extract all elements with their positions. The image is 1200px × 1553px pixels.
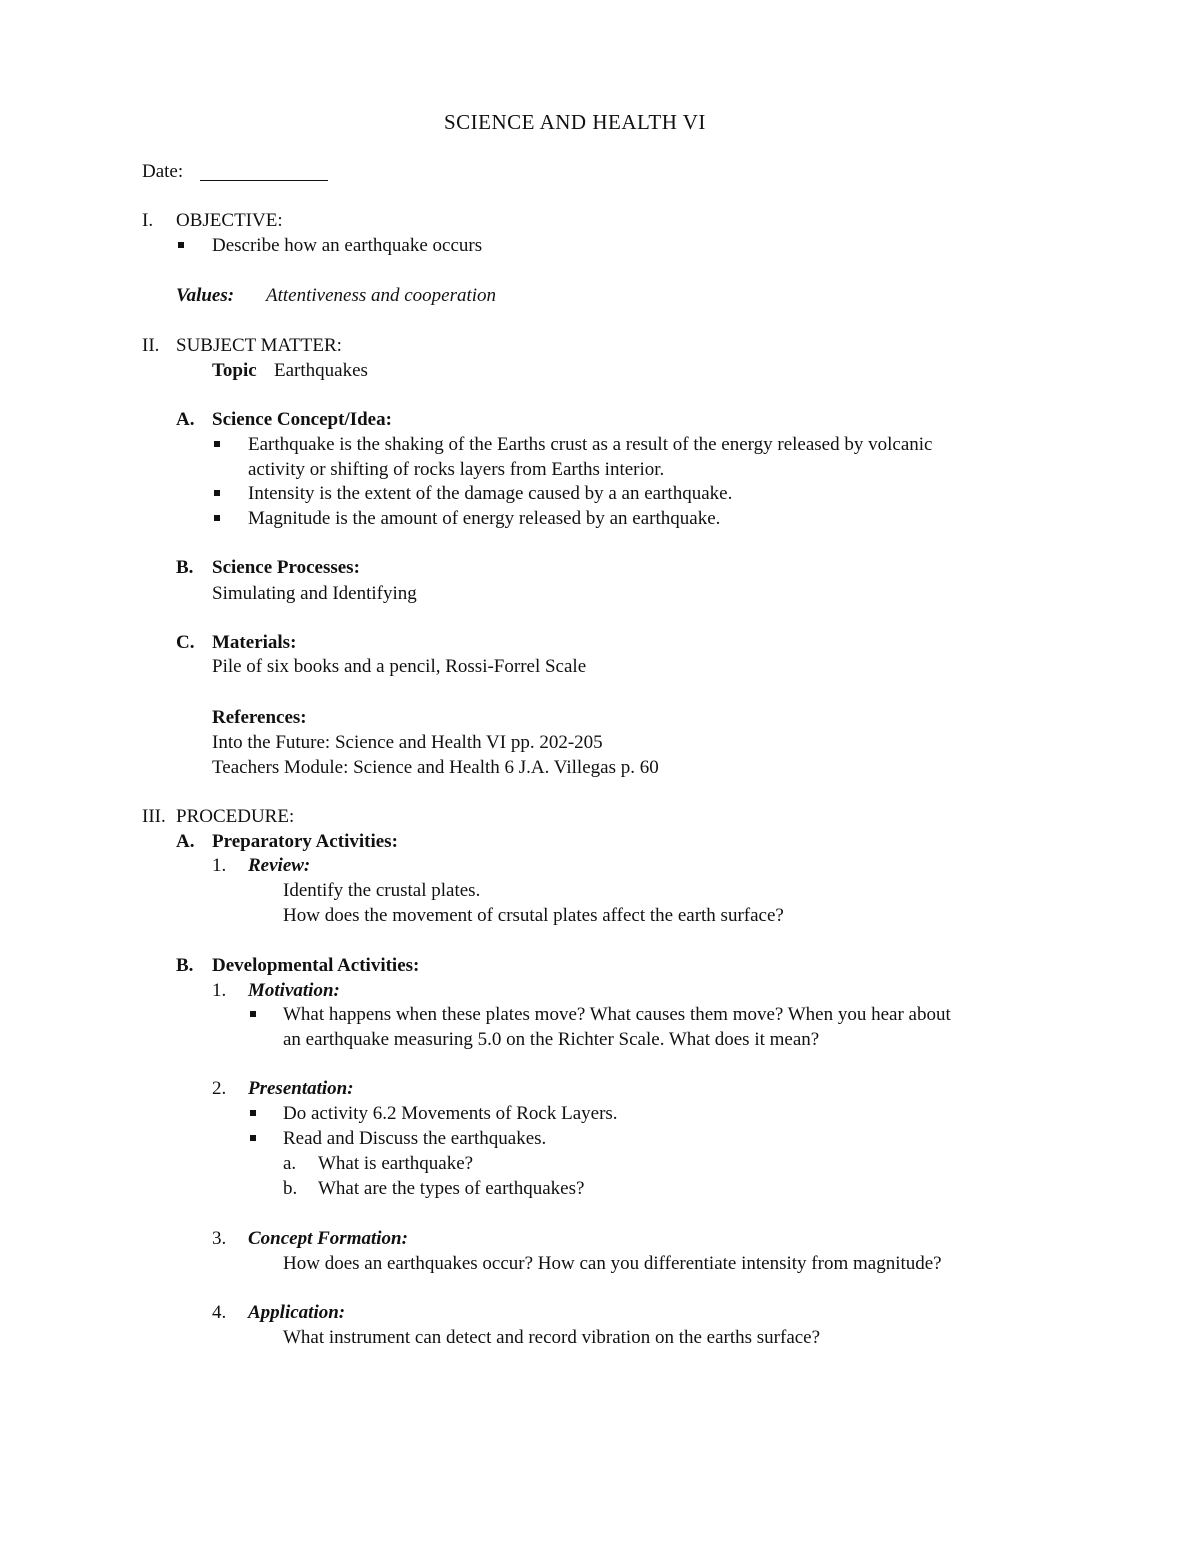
- concept-formation-label: Concept Formation:: [248, 1228, 408, 1249]
- concept-formation-number: 3.: [212, 1228, 227, 1249]
- application-text: What instrument can detect and record vibration on the earths surface?: [283, 1327, 821, 1348]
- bullet-icon: [214, 515, 220, 521]
- presentation-item: Do activity 6.2 Movements of Rock Layers.: [283, 1103, 618, 1124]
- review-number: 1.: [212, 855, 227, 876]
- section-heading-subject-matter: SUBJECT MATTER:: [176, 335, 342, 356]
- materials-text: Pile of six books and a pencil, Rossi-Forrel Scale: [212, 656, 587, 677]
- section-heading-objective: OBJECTIVE:: [176, 210, 283, 231]
- application-number: 4.: [212, 1302, 227, 1323]
- processes-heading: Science Processes:: [212, 557, 360, 578]
- topic-value: Earthquakes: [274, 360, 368, 381]
- date-label: Date:: [142, 161, 184, 182]
- values-text: Attentiveness and cooperation: [266, 285, 497, 306]
- document-title: SCIENCE AND HEALTH VI: [444, 110, 706, 134]
- review-label: Review:: [248, 855, 311, 876]
- bullet-icon: [214, 441, 220, 447]
- presentation-number: 2.: [212, 1078, 227, 1099]
- presentation-label: Presentation:: [248, 1078, 354, 1099]
- presentation-sub-letter: b.: [283, 1178, 298, 1199]
- presentation-item: Read and Discuss the earthquakes.: [283, 1128, 547, 1149]
- section-number-subject-matter: II.: [142, 335, 160, 356]
- motivation-line: an earthquake measuring 5.0 on the Richter Scale. What does it mean?: [283, 1029, 820, 1050]
- concept-item-continued: activity or shifting of rocks layers from Earths interior.: [248, 459, 665, 480]
- concept-heading: Science Concept/Idea:: [212, 409, 392, 430]
- bullet-icon: [250, 1135, 256, 1141]
- objective-item: Describe how an earthquake occurs: [212, 235, 483, 256]
- bullet-icon: [250, 1011, 256, 1017]
- developmental-letter: B.: [176, 955, 194, 976]
- motivation-number: 1.: [212, 980, 227, 1001]
- developmental-heading: Developmental Activities:: [212, 955, 420, 976]
- concept-item: Magnitude is the amount of energy released by an earthquake.: [248, 508, 721, 529]
- bullet-icon: [214, 490, 220, 496]
- date-blank-line: [200, 180, 328, 181]
- materials-letter: C.: [176, 632, 195, 653]
- motivation-label: Motivation:: [248, 980, 340, 1001]
- concept-formation-text: How does an earthquakes occur? How can you differentiate intensity from magnitude?: [283, 1253, 942, 1274]
- presentation-sub-item: What is earthquake?: [318, 1153, 474, 1174]
- values-label: Values:: [176, 285, 235, 306]
- materials-heading: Materials:: [212, 632, 297, 653]
- concept-item: Intensity is the extent of the damage caused by a an earthquake.: [248, 483, 733, 504]
- references-heading: References:: [212, 707, 307, 728]
- bullet-icon: [178, 242, 184, 248]
- processes-letter: B.: [176, 557, 194, 578]
- presentation-sub-item: What are the types of earthquakes?: [318, 1178, 585, 1199]
- review-line: How does the movement of crsutal plates affect the earth surface?: [283, 905, 784, 926]
- section-heading-procedure: PROCEDURE:: [176, 806, 295, 827]
- bullet-icon: [250, 1110, 256, 1116]
- reference-item: Teachers Module: Science and Health 6 J.A. Villegas p. 60: [212, 757, 659, 778]
- review-line: Identify the crustal plates.: [283, 880, 481, 901]
- section-number-procedure: III.: [142, 806, 166, 827]
- processes-text: Simulating and Identifying: [212, 583, 417, 604]
- concept-letter: A.: [176, 409, 195, 430]
- topic-label: Topic: [212, 360, 257, 381]
- motivation-line: What happens when these plates move? What causes them move? When you hear about: [283, 1004, 951, 1025]
- section-number-objective: I.: [142, 210, 154, 231]
- application-label: Application:: [248, 1302, 346, 1323]
- presentation-sub-letter: a.: [283, 1153, 297, 1174]
- reference-item: Into the Future: Science and Health VI pp. 202-205: [212, 732, 603, 753]
- concept-item: Earthquake is the shaking of the Earths crust as a result of the energy released by volcanic: [248, 434, 933, 455]
- preparatory-heading: Preparatory Activities:: [212, 831, 398, 852]
- preparatory-letter: A.: [176, 831, 195, 852]
